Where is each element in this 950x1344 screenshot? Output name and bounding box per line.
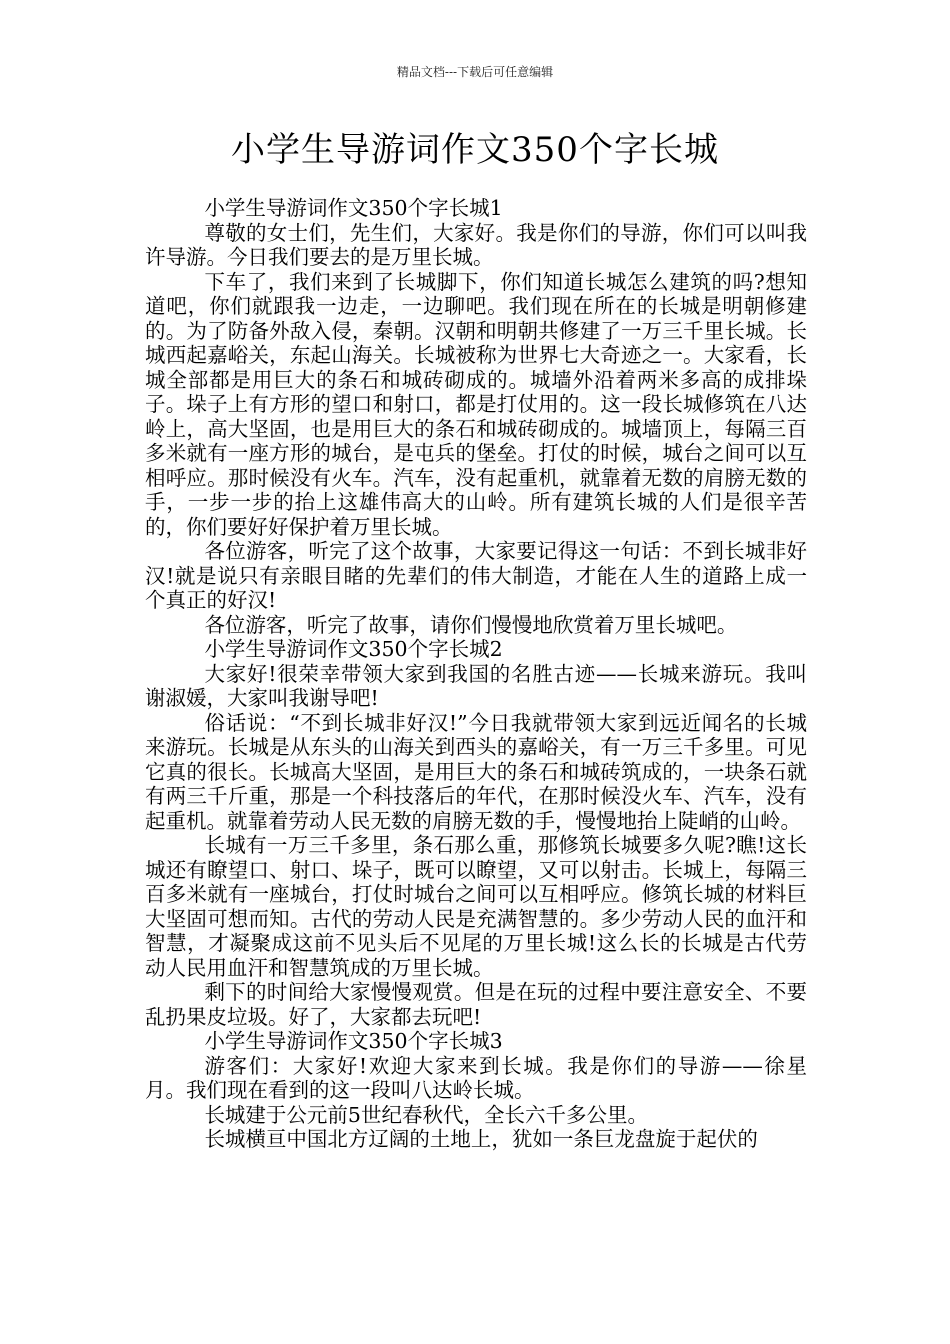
section-heading-1: 小学生导游词作文350个字长城1 [204,196,503,220]
paragraph: 长城建于公元前5世纪春秋代，全长六千多公里。 [204,1102,648,1127]
header-note: 精品文档---下载后可任意编辑 [396,65,554,79]
paragraph: 长城横亘中国北方辽阔的土地上，犹如一条巨龙盘旋于起伏的 [204,1127,758,1151]
paragraph: 各位游客，听完了这个故事，大家要记得这一句话：不到长城非好汉!就是说只有亲眼目睹的先辈们的伟大制造，才能在人生的道路上成一个真正的好汉! [145,539,807,612]
paragraph: 下车了，我们来到了长城脚下，你们知道长城怎么建筑的吗?想知道吧，你们就跟我一边走，一边聊吧。我们现在所在的长城是明朝修建的。为了防备外敌入侵，秦朝。汉朝和明朝共修建了一万三千里长城。长城西起嘉峪关，东起山海关。长城被称为世界七大奇迹之一。大家看，长城全部都是用巨大的条石和城砖砌成的。城墙外沿着两米多高的成排垛子。垛子上有方形的望口和射口，都是打仗用的。这一段长城修筑在八达岭上，高大坚固，也是用巨大的条石和城砖砌成的。城墙顶上，每隔三百多米就有一座方形的城台，是屯兵的堡垒。打仗的时候，城台之间可以互相呼应。那时候没有火车。汽车，没有起重机，就靠着无数的肩膀无数的手，一步一步的抬上这雄伟高大的山岭。所有建筑长城的人们是很辛苦的，你们要好好保护着万里长城。 [145,269,807,539]
paragraph: 尊敬的女士们，先生们，大家好。我是你们的导游，你们可以叫我许导游。今日我们要去的是万里长城。 [145,220,807,269]
paragraph: 俗话说：“不到长城非好汉!”今日我就带领大家到远近闻名的长城来游玩。长城是从东头的山海关到西头的嘉峪关，有一万三千多里。可见它真的很长。长城高大坚固，是用巨大的条石和城砖筑成的，一块条石就有两三千斤重，那是一个科技落后的年代，在那时候没火车、汽车，没有起重机。就靠着劳动人民无数的肩膀无数的手，慢慢地抬上陡峭的山岭。 [145,710,807,833]
paragraph: 长城有一万三千多里，条石那么重，那修筑长城要多久呢?瞧!这长城还有瞭望口、射口、垛子，既可以瞭望，又可以射击。长城上，每隔三百多米就有一座城台，打仗时城台之间可以互相呼应。修筑长城的材料巨大坚固可想而知。古代的劳动人民是充满智慧的。多少劳动人民的血汗和智慧，才凝聚成这前不见头后不见尾的万里长城!这么长的长城是古代劳动人民用血汗和智慧筑成的万里长城。 [145,833,807,980]
section-heading-3: 小学生导游词作文350个字长城3 [204,1029,503,1053]
document-title: 小学生导游词作文350个字长城 [231,130,719,170]
paragraph: 大家好!很荣幸带领大家到我国的名胜古迹——长城来游玩。我叫谢淑媛，大家叫我谢导吧! [145,661,807,710]
paragraph: 游客们：大家好!欢迎大家来到长城。我是你们的导游——徐星月。我们现在看到的这一段叫八达岭长城。 [145,1053,807,1102]
document-body [145,196,807,1152]
paragraph: 剩下的时间给大家慢慢观赏。但是在玩的过程中要注意安全、不要乱扔果皮垃圾。好了，大家都去玩吧! [145,980,807,1029]
section-heading-2: 小学生导游词作文350个字长城2 [204,637,503,661]
paragraph: 各位游客，听完了故事，请你们慢慢地欣赏着万里长城吧。 [204,612,738,637]
